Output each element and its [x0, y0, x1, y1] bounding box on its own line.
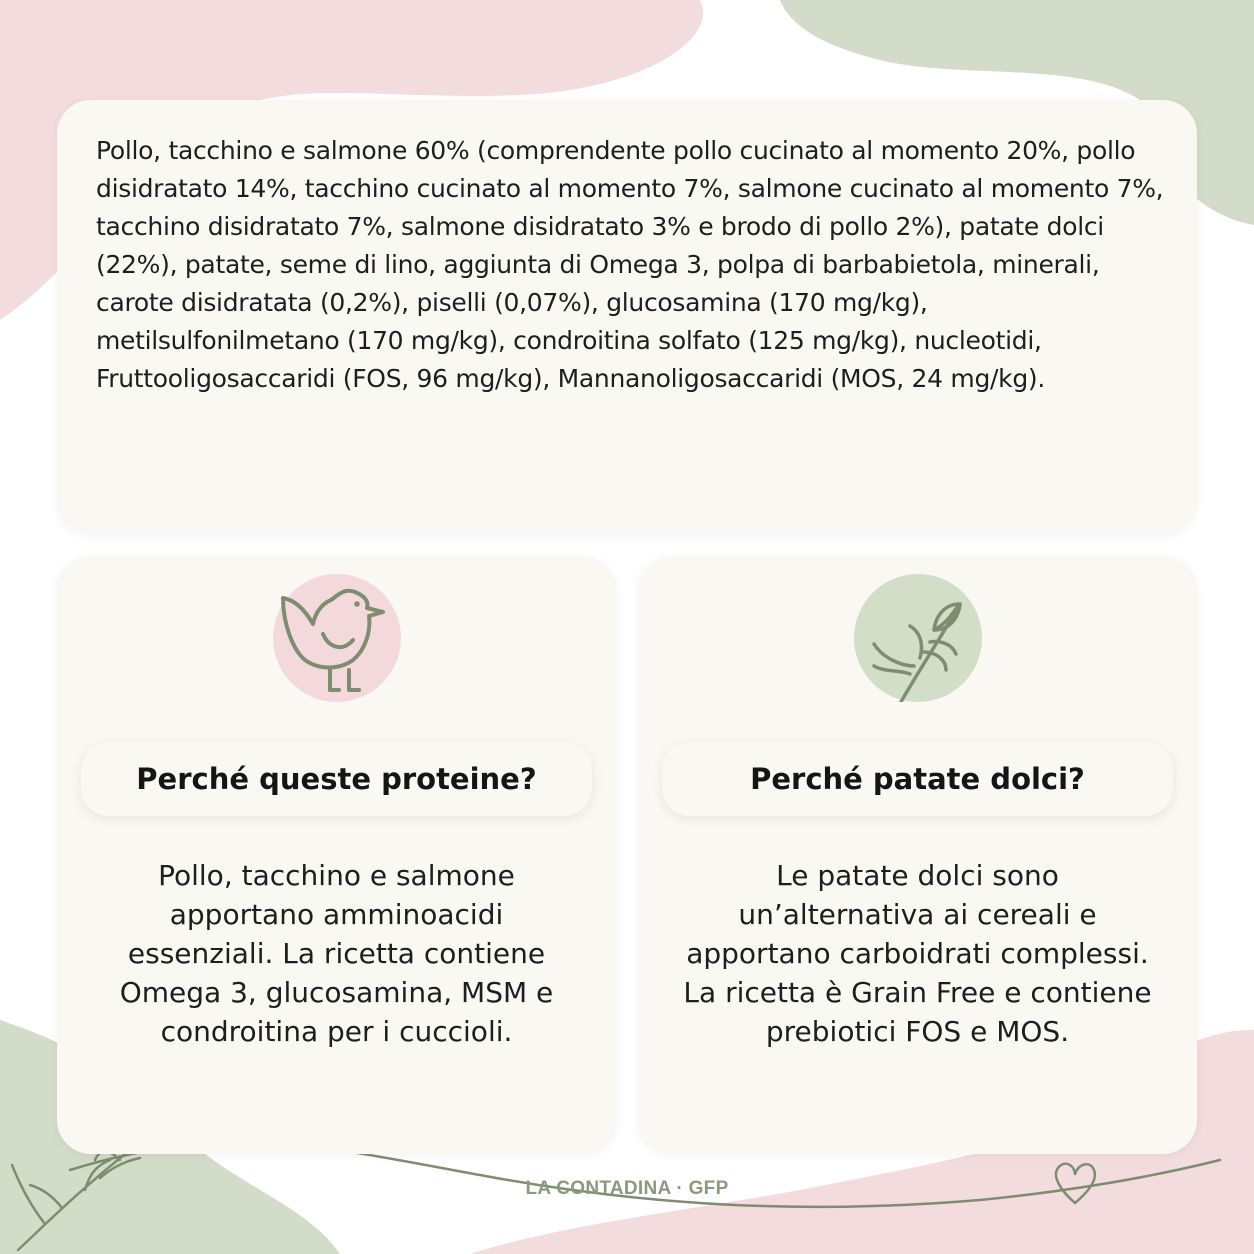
footer-brand: LA CONTADINA · GFP	[525, 1178, 729, 1199]
sweet-potatoes-title-pill	[662, 742, 1173, 816]
proteins-title: Perché queste proteine?	[136, 762, 537, 796]
sprout-icon-badge	[854, 574, 982, 702]
proteins-body: Pollo, tacchino e salmone apportano amminoacidi essenziali. La ricetta contiene Omega 3, glucosamina, MSM e condroitina per i cuccioli.	[119, 859, 554, 1048]
bird-icon-badge	[273, 574, 401, 702]
sprout-icon	[854, 574, 982, 702]
sweet-potatoes-card	[638, 556, 1197, 1154]
ingredients-card	[57, 100, 1197, 534]
proteins-title-pill	[81, 742, 592, 816]
sweet-potatoes-title: Perché patate dolci?	[750, 762, 1085, 796]
bird-icon	[273, 574, 401, 702]
sweet-potatoes-body: Le patate dolci sono un’alternativa ai cereali e apportano carboidrati complessi. La ricetta è Grain Free e contiene prebiotici FOS e MOS.	[683, 859, 1152, 1048]
proteins-card	[57, 556, 616, 1154]
ingredients-text: Pollo, tacchino e salmone 60% (comprendente pollo cucinato al momento 20%, pollo disidratato 14%, tacchino cucinato al momento 7%, salmone cucinato al momento 7%, tacchino disidratato 7%, salmone disidratato 3% e brodo di pollo 2%), patate dolci (22%), patate, seme di lino, aggiunta di Omega 3, polpa di barbabietola, minerali, carote disidratata (0,2%), piselli (0,07%), glucosamina (170 mg/kg), metilsulfonilmetano (170 mg/kg), condroitina solfato (125 mg/kg), nucleotidi, Fruttooligosaccaridi (FOS, 96 mg/kg), Mannanoligosaccaridi (MOS, 24 mg/kg).	[96, 136, 1164, 393]
